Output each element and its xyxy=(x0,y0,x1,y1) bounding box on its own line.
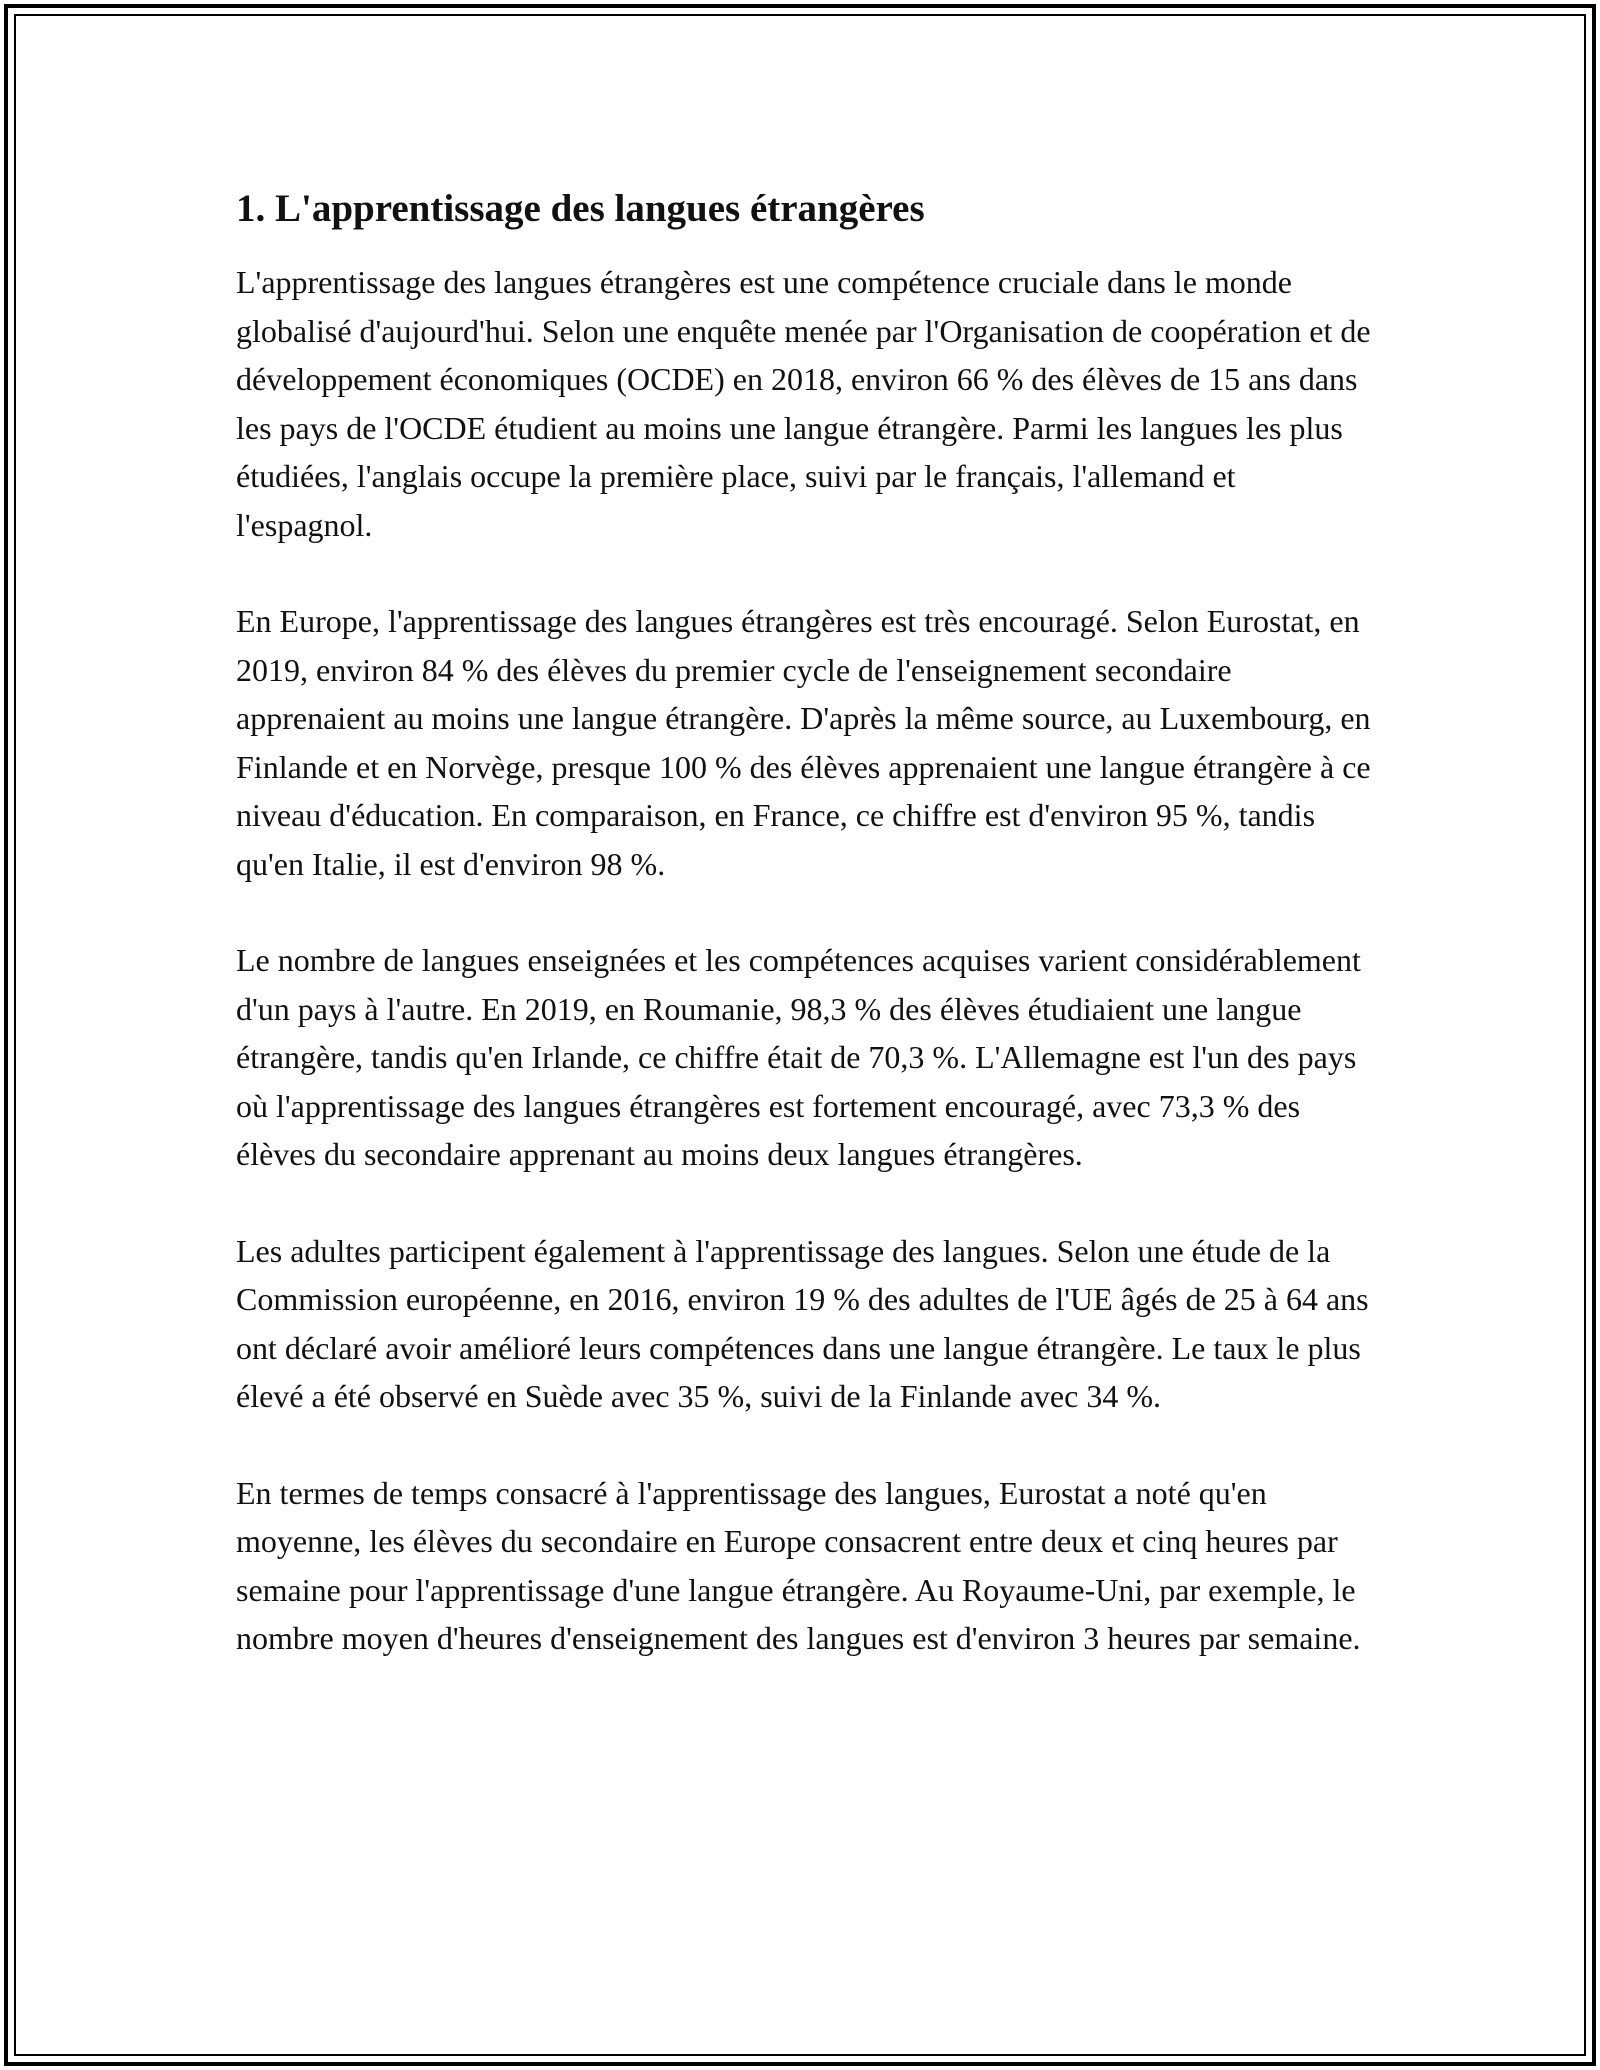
paragraph-1: L'apprentissage des langues étrangères est une compétence cruciale dans le monde globalisé d'aujourd'hui. Selon une enquête menée par l'Organisation de coopération et de développement économiques (OCDE) en 2018, environ 66 % des élèves de 15 ans dans les pays de l'OCDE étudient au moins une langue étrangère. Parmi les langues les plus étudiées, l'anglais occupe la première place, suivi par le français, l'allemand et l'espagnol. xyxy=(236,264,1371,543)
section-heading: 1. L'apprentissage des langues étrangères xyxy=(236,187,925,230)
paragraph-4: Les adultes participent également à l'apprentissage des langues. Selon une étude de la Commission européenne, en 2016, environ 19 % des adultes de l'UE âgés de 25 à 64 ans ont déclaré avoir amélioré leurs compétences dans une langue étrangère. Le taux le plus élevé a été observé en Suède avec 35 %, suivi de la Finlande avec 34 %. xyxy=(236,1232,1369,1414)
paragraph-2: En Europe, l'apprentissage des langues étrangères est très encouragé. Selon Eurostat, en 2019, environ 84 % des élèves du premier cycle de l'enseignement secondaire apprenaient au moins une langue étrangère. D'après la même source, au Luxembourg, en Finlande et en Norvège, presque 100 % des élèves apprenaient une langue étrangère à ce niveau d'éducation. En comparaison, en France, ce chiffre est d'environ 95 %, tandis qu'en Italie, il est d'environ 98 %. xyxy=(236,603,1371,882)
paragraph-3: Le nombre de langues enseignées et les compétences acquises varient considérablement d'un pays à l'autre. En 2019, en Roumanie, 98,3 % des élèves étudiaient une langue étrangère, tandis qu'en Irlande, ce chiffre était de 70,3 %. L'Allemagne est l'un des pays où l'apprentissage des langues étrangères est fortement encouragé, avec 73,3 % des élèves du secondaire apprenant au moins deux langues étrangères. xyxy=(236,942,1361,1172)
document-body xyxy=(236,186,1376,1711)
paragraph-5: En termes de temps consacré à l'apprentissage des langues, Eurostat a noté qu'en moyenne, les élèves du secondaire en Europe consacrent entre deux et cinq heures par semaine pour l'apprentissage d'une langue étrangère. Au Royaume-Uni, par exemple, le nombre moyen d'heures d'enseignement des langues est d'environ 3 heures par semaine. xyxy=(236,1474,1361,1656)
